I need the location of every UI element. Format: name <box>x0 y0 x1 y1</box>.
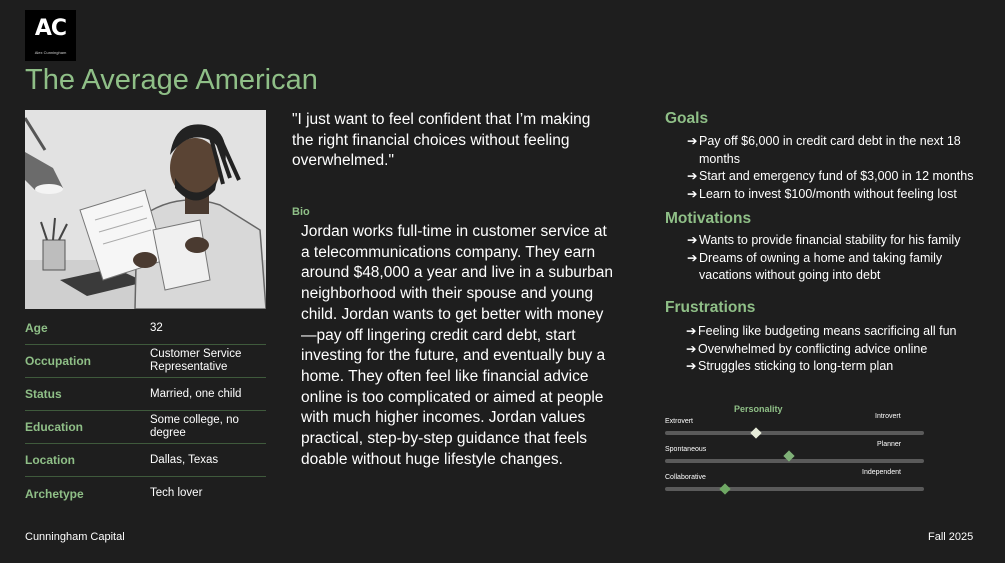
personality-slider-track <box>665 431 924 435</box>
arrow-right-icon: ➔ <box>686 324 697 338</box>
bio-heading: Bio <box>292 206 310 218</box>
bio-text: Jordan works full-time in customer service at a telecommunications company. They earn around $48,000 a year and live in a suburban neighborhood with their spouse and young child. Jordan wants to get better with money—pay off lingering credit card debt, start investing for the future, and eventually buy a home. They often feel like financial advice online is too complicated or aimed at people with much higher incomes. Jordan values practical, step-by-step guidance that feels doable without huge lifestyle changes. <box>301 223 613 468</box>
logo-subtitle: Alex Cunningham <box>34 50 67 55</box>
info-label: Archetype <box>25 486 84 501</box>
frustrations-heading: Frustrations <box>665 299 756 316</box>
motivations-heading: Motivations <box>665 210 752 227</box>
slider-right-label: Planner <box>877 441 902 448</box>
list-item: ➔ Start and emergency fund of $3,000 in 12 months <box>687 168 987 186</box>
persona-portrait-image <box>25 110 266 309</box>
info-row-archetype <box>25 477 266 510</box>
portrait-illustration <box>25 110 266 309</box>
arrow-right-icon: ➔ <box>687 169 698 184</box>
info-value: Married, one child <box>150 387 242 400</box>
logo-mark: AC <box>34 16 67 41</box>
info-label: Status <box>25 387 62 401</box>
slider-left-label: Spontaneous <box>665 446 707 453</box>
info-label: Age <box>25 321 48 335</box>
slider-right-label: Independent <box>862 469 901 476</box>
goals-heading: Goals <box>665 110 709 127</box>
goals-list <box>687 133 987 204</box>
footer-company: Cunningham Capital <box>25 531 125 543</box>
arrow-right-icon: ➔ <box>686 341 697 356</box>
slider-left-label: Collaborative <box>665 474 706 481</box>
arrow-right-icon: ➔ <box>687 250 698 265</box>
list-item: ➔ Learn to invest $100/month without feeling lost <box>687 186 987 204</box>
personality-slider-marker <box>750 427 761 438</box>
info-label: Education <box>25 420 84 434</box>
list-item: ➔ Wants to provide financial stability for his family <box>687 232 977 250</box>
info-row-location <box>25 444 266 477</box>
arrow-right-icon: ➔ <box>687 233 698 247</box>
personality-slider-track <box>665 487 924 491</box>
personality-slider-track <box>665 459 924 463</box>
persona-quote: "I just want to feel confident that I’m making the right financial choices without feeling overwhelmed." <box>292 111 591 169</box>
list-item: ➔ Overwhelmed by conflicting advice online <box>686 341 986 359</box>
list-item: ➔ Struggles sticking to long-term plan <box>686 358 986 376</box>
personality-title: Personality <box>734 404 783 414</box>
brand-logo <box>25 10 76 61</box>
info-value: 32 <box>150 321 163 334</box>
persona-info-table <box>25 312 266 510</box>
info-value: Tech lover <box>150 487 203 499</box>
info-value: Some college, no degree <box>150 414 239 439</box>
slider-left-label: Extrovert <box>665 418 694 425</box>
info-row-status <box>25 378 266 411</box>
arrow-right-icon: ➔ <box>686 359 697 374</box>
frustrations-list <box>686 323 986 376</box>
info-value: Dallas, Texas <box>150 453 219 466</box>
info-label: Location <box>25 453 75 467</box>
arrow-right-icon: ➔ <box>687 134 698 148</box>
arrow-right-icon: ➔ <box>687 187 698 202</box>
list-item: ➔ Feeling like budgeting means sacrificing all fun <box>686 323 986 341</box>
footer-date: Fall 2025 <box>928 531 974 543</box>
info-row-occupation <box>25 345 266 378</box>
list-item: ➔ Dreams of owning a home and taking family vacations without going into debt <box>687 250 943 283</box>
page-title: The Average American <box>25 64 318 96</box>
motivations-list <box>687 232 977 285</box>
personality-slider-marker <box>719 483 730 494</box>
info-row-age <box>25 312 266 345</box>
info-row-education <box>25 411 266 444</box>
info-value: Customer Service Representative <box>150 348 242 373</box>
info-label: Occupation <box>25 354 92 368</box>
list-item: ➔ Pay off $6,000 in credit card debt in the next 18 months <box>687 134 961 166</box>
slider-right-label: Introvert <box>875 413 901 420</box>
